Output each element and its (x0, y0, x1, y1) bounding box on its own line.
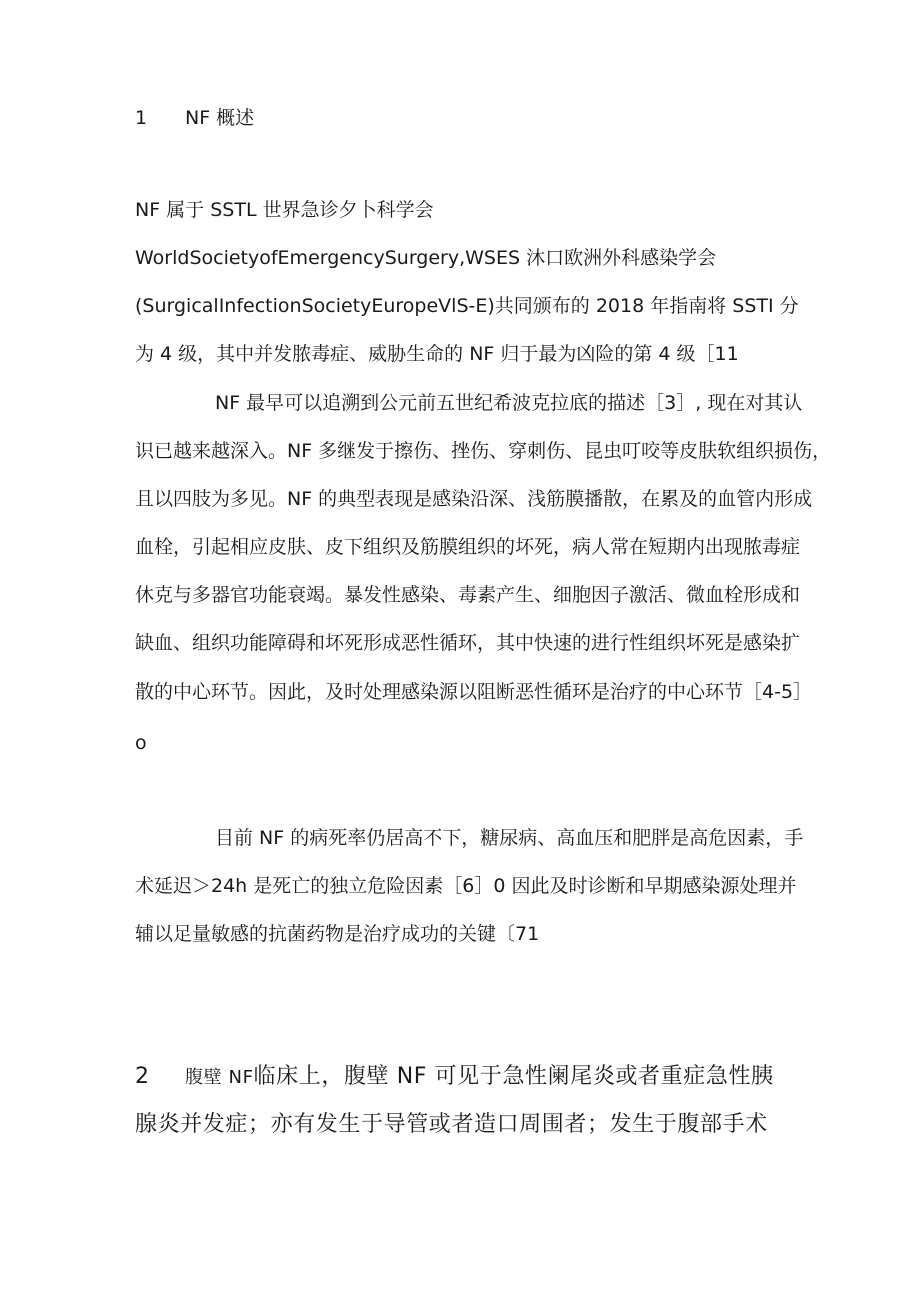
paragraph-1-line-2: WorldSocietyofEmergencySurgery,WSES 沐口欧洲外科感染学会 (135, 247, 717, 269)
section-1-title: NF 概述 (185, 107, 255, 129)
section-2-number: 2 (135, 1064, 150, 1089)
paragraph-2-line-4: 血栓，引起相应皮肤、皮下组织及筋膜组织的坏死，病人常在短期内出现脓毒症 (135, 536, 801, 558)
paragraph-3-line-2: 术延迟＞24h 是死亡的独立危险因素［6］0 因此及时诊断和早期感染源处理并 (135, 875, 797, 897)
section-2-heading (135, 1063, 774, 1092)
paragraph-3-line-1: 目前 NF 的病死率仍居高不下，糖尿病、高血压和肥胖是高危因素，手 (215, 827, 804, 849)
section-2-title: 腹壁 NF (185, 1067, 254, 1088)
paragraph-1-line-3: (SurgicalInfectionSocietyEuropeVlS-E)共同颁布的 2018 年指南将 SSTI 分 (135, 295, 799, 317)
paragraph-2-line-8: o (135, 732, 147, 754)
paragraph-2-line-3: 且以四肢为多见。NF 的典型表现是感染沿深、浅筋膜播散，在累及的血管内形成 (135, 488, 813, 510)
paragraph-1-line-1: NF 属于 SSTL 世界急诊夕卜科学会 (135, 199, 434, 221)
paragraph-2-line-7: 散的中心环节。因此，及时处理感染源以阻断恶性循环是治疗的中心环节［4-5］ (135, 681, 813, 703)
section-1-number: 1 (135, 107, 148, 129)
section-2-text: 临床上，腹壁 NF 可见于急性阑尾炎或者重症急性胰 (253, 1064, 774, 1089)
paragraph-2-line-5: 休克与多器官功能衰竭。暴发性感染、毒素产生、细胞因子激活、微血栓形成和 (135, 584, 801, 606)
paragraph-1-line-4: 为 4 级，其中并发脓毒症、威胁生命的 NF 归于最为凶险的第 4 级［11 (135, 343, 739, 365)
section-1-heading (135, 106, 254, 130)
paragraph-2-line-2: 识已越来越深入。NF 多继发于擦伤、挫伤、穿刺伤、昆虫叮咬等皮肤软组织损伤， (135, 440, 832, 462)
paragraph-2-line-6: 缺血、组织功能障碍和坏死形成恶性循环，其中快速的进行性组织坏死是感染扩 (135, 632, 801, 654)
paragraph-3-line-3: 辅以足量敏感的抗菌药物是治疗成功的关键〔71 (135, 923, 540, 945)
section-2-line-2: 腺炎并发症；亦有发生于导管或者造口周围者；发生于腹部手术 (135, 1112, 768, 1137)
paragraph-2-line-1: NF 最早可以追溯到公元前五世纪希波克拉底的描述［3］, 现在对其认 (215, 392, 803, 414)
